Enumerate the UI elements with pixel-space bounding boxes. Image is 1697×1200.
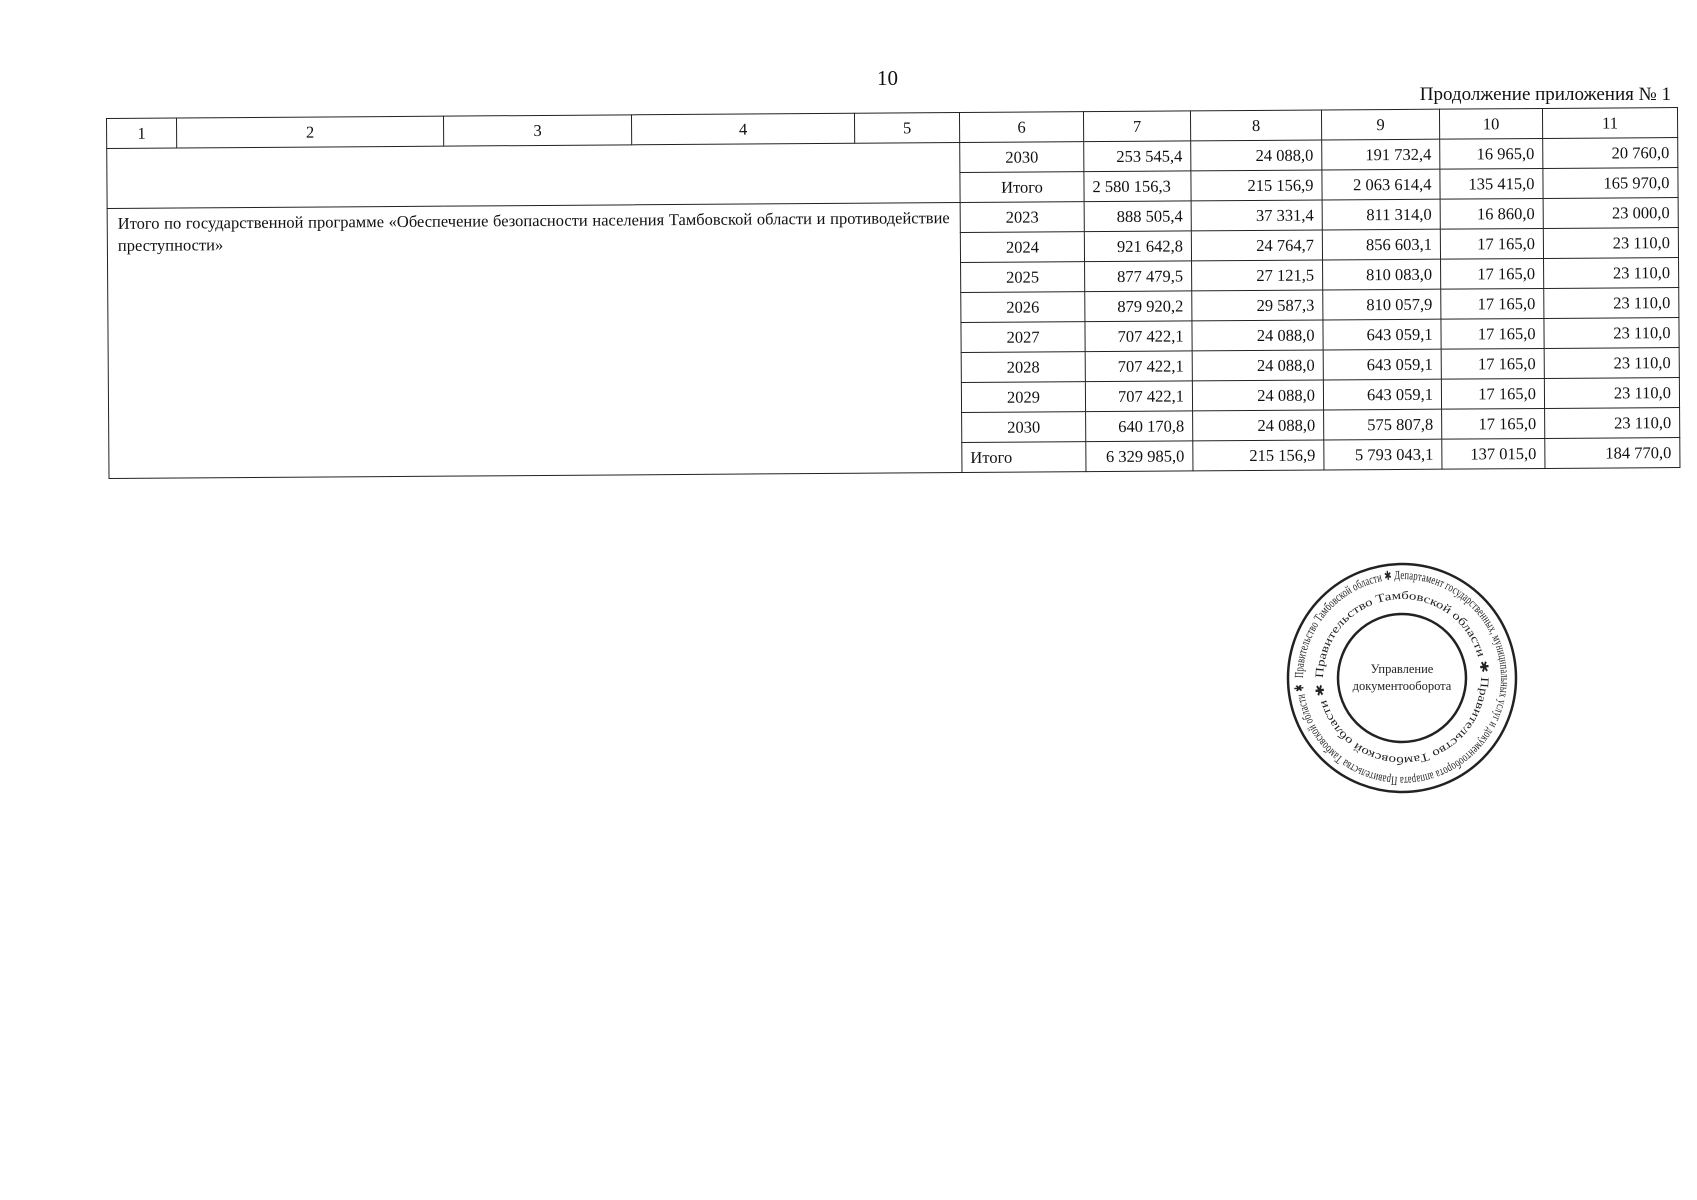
value-cell: 23 110,0 bbox=[1545, 408, 1680, 439]
value-cell: 24 088,0 bbox=[1191, 140, 1322, 171]
value-cell: 215 156,9 bbox=[1193, 440, 1324, 471]
total-cell: 707 422,1 bbox=[1085, 381, 1192, 412]
blank-merged-cell bbox=[107, 143, 960, 209]
value-cell: 184 770,0 bbox=[1545, 438, 1680, 469]
value-cell: 17 165,0 bbox=[1440, 228, 1543, 259]
total-cell: 888 505,4 bbox=[1084, 201, 1191, 232]
value-cell: 24 088,0 bbox=[1192, 380, 1323, 411]
value-cell: 5 793 043,1 bbox=[1324, 439, 1442, 470]
year-cell: 2030 bbox=[962, 412, 1086, 443]
value-cell: 17 165,0 bbox=[1441, 288, 1544, 319]
column-number: 8 bbox=[1190, 110, 1321, 141]
column-number: 6 bbox=[959, 112, 1083, 143]
value-cell: 23 110,0 bbox=[1544, 258, 1679, 289]
total-cell: 707 422,1 bbox=[1085, 321, 1192, 352]
column-number: 3 bbox=[443, 115, 631, 146]
seal-center-line2: документооборота bbox=[1352, 679, 1452, 693]
value-cell: 810 083,0 bbox=[1323, 259, 1441, 290]
year-cell: 2025 bbox=[961, 262, 1085, 293]
department-seal bbox=[1282, 558, 1522, 798]
value-cell: 23 110,0 bbox=[1544, 378, 1679, 409]
value-cell: 23 110,0 bbox=[1544, 348, 1679, 379]
year-cell: 2028 bbox=[961, 352, 1085, 383]
total-cell: 921 642,8 bbox=[1084, 231, 1191, 262]
year-cell: 2026 bbox=[961, 292, 1085, 323]
year-cell: Итого bbox=[960, 172, 1084, 203]
seal-outer-text: Правительство Тамбовской области ✱ Департамент государственных, муниципальных услуг и документооборота аппарата Правительства Тамбовской области ✱ bbox=[1291, 567, 1513, 789]
column-number: 4 bbox=[631, 113, 854, 145]
value-cell: 643 059,1 bbox=[1323, 379, 1441, 410]
year-cell: 2024 bbox=[960, 232, 1084, 263]
value-cell: 23 110,0 bbox=[1544, 318, 1679, 349]
value-cell: 27 121,5 bbox=[1192, 260, 1323, 291]
column-number: 1 bbox=[107, 118, 177, 148]
continuation-heading: Продолжение приложения № 1 bbox=[1419, 84, 1671, 105]
column-number: 5 bbox=[854, 113, 959, 144]
value-cell: 24 764,7 bbox=[1191, 230, 1322, 261]
value-cell: 17 165,0 bbox=[1441, 258, 1544, 289]
value-cell: 215 156,9 bbox=[1191, 170, 1322, 201]
value-cell: 165 970,0 bbox=[1543, 168, 1678, 199]
column-number: 10 bbox=[1439, 108, 1542, 139]
total-cell: 877 479,5 bbox=[1085, 261, 1192, 292]
value-cell: 137 015,0 bbox=[1442, 438, 1545, 469]
value-cell: 643 059,1 bbox=[1323, 349, 1441, 380]
value-cell: 24 088,0 bbox=[1193, 410, 1324, 441]
value-cell: 37 331,4 bbox=[1191, 200, 1322, 231]
year-cell: 2029 bbox=[961, 382, 1085, 413]
column-number: 9 bbox=[1321, 109, 1439, 140]
year-cell: 2027 bbox=[961, 322, 1085, 353]
value-cell: 20 760,0 bbox=[1543, 138, 1678, 169]
value-cell: 23 110,0 bbox=[1544, 288, 1679, 319]
value-cell: 17 165,0 bbox=[1441, 348, 1544, 379]
total-cell: 707 422,1 bbox=[1085, 351, 1192, 382]
value-cell: 16 965,0 bbox=[1440, 138, 1543, 169]
value-cell: 575 807,8 bbox=[1324, 409, 1442, 440]
value-cell: 856 603,1 bbox=[1322, 229, 1440, 260]
year-cell: Итого bbox=[962, 442, 1086, 473]
value-cell: 135 415,0 bbox=[1440, 168, 1543, 199]
svg-text:Правительство Тамбовской облас bbox=[1314, 590, 1490, 766]
value-cell: 17 165,0 bbox=[1441, 378, 1544, 409]
value-cell: 16 860,0 bbox=[1440, 198, 1543, 229]
value-cell: 24 088,0 bbox=[1192, 350, 1323, 381]
column-number: 7 bbox=[1083, 111, 1190, 142]
total-cell: 640 170,8 bbox=[1086, 411, 1193, 442]
page-number: 10 bbox=[877, 66, 898, 90]
value-cell: 811 314,0 bbox=[1322, 199, 1440, 230]
value-cell: 2 063 614,4 bbox=[1322, 169, 1440, 200]
total-cell: 2 580 156,3 bbox=[1084, 171, 1191, 202]
seal-inner-text: Правительство Тамбовской области ✱ Правительство Тамбовской области ✱ bbox=[1313, 589, 1491, 767]
column-number: 11 bbox=[1542, 108, 1677, 139]
value-cell: 17 165,0 bbox=[1442, 408, 1545, 439]
column-number: 2 bbox=[177, 116, 444, 148]
value-cell: 24 088,0 bbox=[1192, 320, 1323, 351]
total-cell: 879 920,2 bbox=[1085, 291, 1192, 322]
program-total-title: Итого по государственной программе «Обеспечение безопасности населения Тамбовской области и противодействие преступности» bbox=[107, 203, 962, 479]
seal-center-line1: Управление bbox=[1370, 662, 1434, 676]
value-cell: 29 587,3 bbox=[1192, 290, 1323, 321]
year-cell: 2030 bbox=[960, 142, 1084, 173]
value-cell: 23 110,0 bbox=[1543, 228, 1678, 259]
total-cell: 6 329 985,0 bbox=[1086, 441, 1193, 472]
value-cell: 191 732,4 bbox=[1322, 139, 1440, 170]
year-cell: 2023 bbox=[960, 202, 1084, 233]
total-cell: 253 545,4 bbox=[1084, 141, 1191, 172]
budget-table bbox=[106, 107, 1680, 479]
value-cell: 17 165,0 bbox=[1441, 318, 1544, 349]
value-cell: 643 059,1 bbox=[1323, 319, 1441, 350]
value-cell: 810 057,9 bbox=[1323, 289, 1441, 320]
value-cell: 23 000,0 bbox=[1543, 198, 1678, 229]
